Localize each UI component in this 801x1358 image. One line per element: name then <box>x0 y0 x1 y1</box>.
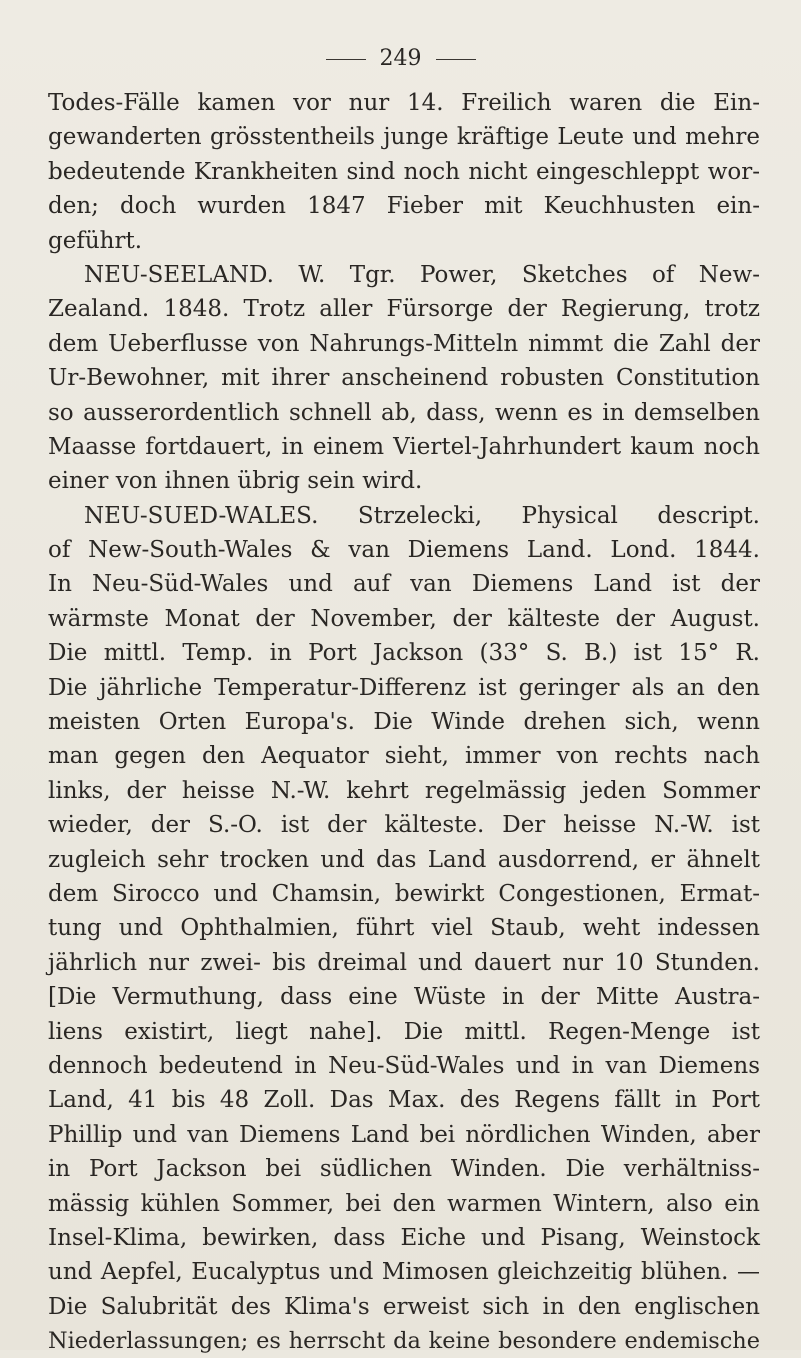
text-line: of New-South-Wales & van Diemens Land. Lond. 1844. <box>48 537 760 564</box>
text-line: tung und Ophthalmien, führt viel Staub, weht indessen <box>48 915 760 942</box>
text-line: dem Ueberflusse von Nahrungs-Mitteln nimmt die Zahl der <box>48 330 760 357</box>
text-line: Zealand. 1848. Trotz aller Fürsorge der Regierung, trotz <box>48 296 760 323</box>
text-line: Insel-Klima, bewirken, dass Eiche und Pisang, Weinstock <box>48 1224 760 1251</box>
text-line: wärmste Monat der November, der kälteste der August. <box>48 605 760 632</box>
text-line: dem Sirocco und Chamsin, bewirkt Congestionen, Ermat- <box>48 880 760 907</box>
text-line: NEU-SEELAND. W. Tgr. Power, Sketches of New- <box>84 261 760 288</box>
text-line: NEU-SUED-WALES. Strzelecki, Physical descript. <box>84 502 760 529</box>
text-line: liens existirt, liegt nahe]. Die mittl. Regen-Menge ist <box>48 1018 760 1045</box>
text-line: wieder, der S.-O. ist der kälteste. Der heisse N.-W. ist <box>48 812 760 839</box>
text-line: zugleich sehr trocken und das Land ausdorrend, er ähnelt <box>48 846 760 873</box>
text-line: und Aepfel, Eucalyptus und Mimosen gleichzeitig blühen. — <box>48 1259 760 1286</box>
text-line: mässig kühlen Sommer, bei den warmen Wintern, also ein <box>48 1190 760 1217</box>
text-line: [Die Vermuthung, dass eine Wüste in der Mitte Austra- <box>48 984 760 1011</box>
text-line: Die Salubrität des Klima's erweist sich in den englischen <box>48 1293 760 1320</box>
body-text <box>48 86 760 1358</box>
text-line: so ausserordentlich schnell ab, dass, wenn es in demselben <box>48 399 760 426</box>
text-line: Ur-Bewohner, mit ihrer anscheinend robusten Constitution <box>48 365 760 392</box>
text-line: In Neu-Süd-Wales und auf van Diemens Land ist der <box>48 571 760 598</box>
text-line: gewanderten grösstentheils junge kräftige Leute und mehre <box>48 124 760 151</box>
text-line: meisten Orten Europa's. Die Winde drehen sich, wenn <box>48 709 760 736</box>
text-line: Land, 41 bis 48 Zoll. Das Max. des Regens fällt in Port <box>48 1087 760 1114</box>
page-number: 249 <box>379 46 422 71</box>
text-line: geführt. <box>48 227 143 254</box>
text-line: jährlich nur zwei- bis dreimal und dauert nur 10 Stunden. <box>48 949 760 976</box>
text-line: einer von ihnen übrig sein wird. <box>48 468 423 495</box>
header-rule-right <box>436 59 476 60</box>
header-rule-left <box>326 59 366 60</box>
text-line: Die jährliche Temperatur-Differenz ist geringer als an den <box>48 674 760 701</box>
text-line: links, der heisse N.-W. kehrt regelmässig jeden Sommer <box>48 777 760 804</box>
text-line: Die mittl. Temp. in Port Jackson (33° S. B.) ist 15° R. <box>48 640 760 667</box>
text-line: in Port Jackson bei südlichen Winden. Die verhältniss- <box>48 1156 760 1183</box>
text-line: Maasse fortdauert, in einem Viertel-Jahrhundert kaum noch <box>48 433 760 460</box>
text-line: man gegen den Aequator sieht, immer von rechts nach <box>48 743 760 770</box>
text-line: dennoch bedeutend in Neu-Süd-Wales und in van Diemens <box>48 1052 760 1079</box>
text-line: den; doch wurden 1847 Fieber mit Keuchhusten ein- <box>48 193 760 220</box>
page-header <box>0 48 801 70</box>
text-line: Niederlassungen; es herrscht da keine besondere endemische <box>48 1328 760 1355</box>
text-line: bedeutende Krankheiten sind noch nicht eingeschleppt wor- <box>48 158 760 185</box>
text-line: Todes-Fälle kamen vor nur 14. Freilich waren die Ein- <box>48 90 760 116</box>
text-line: Phillip und van Diemens Land bei nördlichen Winden, aber <box>48 1121 760 1148</box>
